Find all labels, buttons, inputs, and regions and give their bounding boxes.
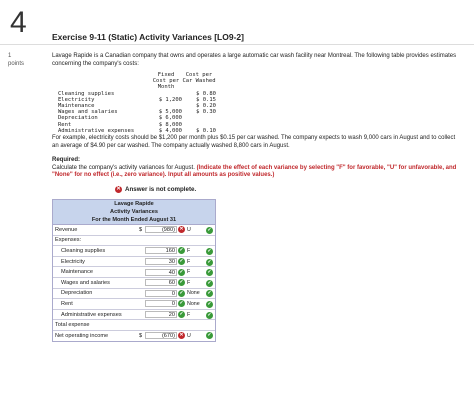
- x-icon: ✕: [179, 226, 184, 233]
- dollar-sign: $: [139, 226, 143, 233]
- cost-cell: Cleaning supplies: [58, 90, 115, 97]
- table-row: [53, 257, 215, 268]
- effect-select[interactable]: U: [187, 332, 191, 339]
- table-row: [53, 331, 215, 341]
- row-label: Rent: [61, 300, 73, 307]
- table-row: [53, 246, 215, 257]
- cost-cell: $ 0.80: [196, 90, 216, 97]
- amount-input[interactable]: (670): [145, 332, 177, 339]
- effect-select[interactable]: None: [187, 300, 200, 307]
- effect-select[interactable]: F: [187, 247, 191, 254]
- check-icon: ✓: [207, 311, 212, 318]
- x-icon: ✕: [116, 186, 121, 192]
- example-paragraph: For example, electricity costs should be $1,200 per month plus $0.15 per car washed. The company expects to wash 9,000 cars in August and to collect an average of $4.90 per car washed. The company actually washed 8,800 cars in August.: [52, 135, 456, 149]
- cost-cell: $ 8,000: [158, 121, 182, 128]
- company-name: Lavage Rapide: [114, 201, 154, 207]
- amount-input[interactable]: 20: [145, 311, 177, 318]
- row-label: Revenue: [55, 226, 78, 233]
- amount-input[interactable]: 160: [145, 247, 177, 254]
- cost-cell: $ 0.20: [196, 103, 216, 110]
- report-period: For the Month Ended August 31: [91, 217, 177, 223]
- amount-input[interactable]: 40: [145, 269, 177, 276]
- cost-cell: Wages and salaries: [58, 109, 118, 116]
- answer-status-banner: [115, 186, 196, 193]
- check-icon: ✓: [207, 269, 212, 276]
- check-icon: ✓: [207, 258, 212, 265]
- amount-input[interactable]: 30: [145, 258, 177, 265]
- table-row: [53, 299, 215, 310]
- effect-select[interactable]: None: [187, 290, 200, 297]
- table-row: [53, 225, 215, 236]
- cost-cell: $ 0.30: [196, 109, 216, 116]
- check-icon: ✓: [179, 311, 184, 318]
- variance-table: [52, 199, 216, 342]
- effect-select[interactable]: F: [187, 311, 191, 318]
- cost-cell: Rent: [58, 121, 72, 128]
- effect-select[interactable]: F: [187, 258, 191, 265]
- effect-select[interactable]: U: [187, 226, 191, 233]
- required-instruction: (Indicate the effect of each variance by selecting "F" for favorable, "U" for unfavorable, and "None" for no effect (i.e., zero variance). Input all amounts as positive values.): [52, 164, 457, 178]
- row-label: Depreciation: [61, 290, 93, 297]
- check-icon: ✓: [207, 247, 212, 254]
- amount-input[interactable]: 0: [145, 290, 177, 297]
- cost-cell: Depreciation: [58, 115, 98, 122]
- required-section: [52, 157, 467, 180]
- effect-select[interactable]: F: [187, 269, 191, 276]
- required-label: Required:: [52, 157, 81, 163]
- check-icon: ✓: [179, 279, 184, 286]
- table-row: [53, 267, 215, 278]
- amount-input[interactable]: 60: [145, 279, 177, 286]
- cost-header-per-car: Cost per Car Washed: [182, 72, 216, 85]
- variance-table-header: [53, 200, 215, 225]
- cost-cell: $ 0.10: [196, 127, 216, 134]
- table-row: [53, 289, 215, 300]
- check-icon: ✓: [179, 247, 184, 254]
- amount-status: [177, 332, 186, 339]
- row-label: Administrative expenses: [61, 311, 122, 318]
- check-icon: ✓: [179, 289, 184, 296]
- amount-status: [177, 300, 186, 307]
- check-icon: ✓: [207, 332, 212, 339]
- amount-status: [177, 279, 186, 286]
- intro-text: Lavage Rapide is a Canadian company that owns and operates a large automatic car wash facility near Montreal. The following table provides estimates concerning the company's costs:: [52, 53, 457, 67]
- dollar-sign: $: [139, 332, 143, 339]
- amount-input[interactable]: 0: [145, 300, 177, 307]
- question-number: 4: [10, 6, 27, 39]
- cost-cell: $ 5,000: [158, 109, 182, 116]
- cost-cell: Electricity: [58, 96, 95, 103]
- row-label: Wages and salaries: [61, 279, 110, 286]
- row-label: Cleaning supplies: [61, 247, 106, 254]
- cost-cell: $ 1,200: [158, 96, 182, 103]
- amount-status: [177, 258, 186, 265]
- amount-status: [177, 311, 186, 318]
- row-label: Net operating income: [55, 332, 109, 339]
- row-label: Total expense: [55, 322, 90, 329]
- table-row: [53, 320, 215, 331]
- amount-status: [177, 247, 186, 254]
- divider: [0, 44, 474, 45]
- check-icon: ✓: [179, 300, 184, 307]
- table-row: [53, 310, 215, 321]
- exercise-title: Exercise 9-11 (Static) Activity Variances [LO9-2]: [52, 32, 244, 42]
- cost-cell: Administrative expenses: [58, 127, 135, 134]
- effect-select[interactable]: F: [187, 279, 191, 286]
- x-icon: ✕: [179, 332, 184, 339]
- cost-table-header: [58, 72, 216, 91]
- row-label: Expenses:: [55, 237, 82, 244]
- amount-input[interactable]: (980): [145, 226, 177, 233]
- banner-text: Answer is not complete.: [125, 186, 197, 193]
- table-row: [53, 236, 215, 247]
- cost-cell: Maintenance: [58, 103, 95, 110]
- check-icon: ✓: [179, 268, 184, 275]
- cost-header-fixed: Fixed Cost per Month: [152, 72, 180, 91]
- required-text: Calculate the company's activity variances for August.: [52, 164, 195, 171]
- row-label: Electricity: [61, 258, 85, 265]
- points-label: points: [8, 61, 25, 67]
- amount-status: [177, 290, 186, 297]
- check-icon: ✓: [207, 300, 212, 307]
- cost-cell: $ 0.15: [196, 96, 216, 103]
- amount-status: [177, 226, 186, 233]
- cost-cell: $ 6,000: [158, 115, 182, 122]
- check-icon: ✓: [207, 279, 212, 286]
- row-label: Maintenance: [61, 269, 94, 276]
- check-icon: ✓: [179, 258, 184, 265]
- cost-header-blank: [58, 72, 150, 91]
- points-value: 1: [8, 53, 12, 59]
- check-icon: ✓: [207, 226, 212, 233]
- points-info: [8, 52, 24, 68]
- cost-table: [58, 72, 216, 134]
- table-row: [53, 278, 215, 289]
- report-heading: Activity Variances: [110, 209, 158, 215]
- check-icon: ✓: [207, 290, 212, 297]
- amount-status: [177, 269, 186, 276]
- cost-cell: $ 4,000: [158, 127, 182, 134]
